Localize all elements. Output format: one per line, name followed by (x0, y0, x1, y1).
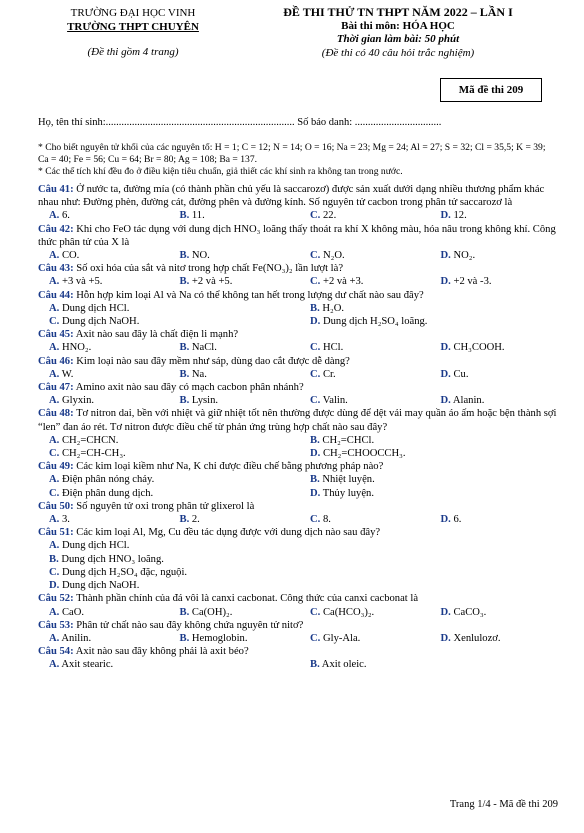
option-text: 2. (191, 514, 200, 526)
answer-option (430, 632, 561, 645)
answer-option (38, 553, 560, 566)
option-text: CH₂=CHCN. (61, 434, 119, 446)
option-text: CH₂=CHCl. (322, 434, 375, 446)
option-letter: D. (49, 580, 60, 592)
question-number: Câu 42: (38, 223, 74, 235)
question-number: Câu 50: (38, 500, 74, 512)
answer-option (38, 473, 299, 486)
question-stem (38, 289, 560, 302)
option-text: +2 và +5. (191, 276, 233, 288)
option-letter: B. (179, 368, 190, 380)
question-stem (38, 407, 560, 433)
pages-note: (Đề thi gồm 4 trang) (87, 46, 179, 58)
answer-option (38, 302, 299, 315)
question-stem (38, 526, 560, 539)
option-letter: D. (440, 632, 451, 644)
answer-option (299, 249, 430, 262)
answer-option (38, 658, 299, 671)
option-text: 22. (322, 210, 337, 222)
exam-header (238, 6, 558, 60)
question-text: Số oxi hóa của sắt và nitơ trong hợp chất Fe(NO₃)₂ lần lượt là? (76, 263, 344, 275)
question-text: Hỗn hợp kim loại Al và Na có thể không tan hết trong lượng dư chất nào sau đây? (76, 289, 424, 301)
option-text: NO₂. (453, 250, 476, 262)
question-stem (38, 328, 560, 341)
exam-title: ĐỀ THI THỬ TN THPT NĂM 2022 – LẦN I (283, 5, 513, 19)
option-text: +2 và +3. (322, 276, 364, 288)
question-block (38, 355, 560, 381)
option-text: Valin. (322, 395, 348, 407)
option-letter: A. (49, 474, 60, 486)
answer-options (38, 658, 560, 671)
option-letter: C. (310, 276, 321, 288)
answer-option (299, 447, 560, 460)
option-text: Anilin. (61, 632, 92, 644)
answer-options (38, 434, 560, 460)
option-text: 11. (191, 210, 205, 222)
option-letter: C. (49, 316, 60, 328)
question-block (38, 460, 560, 500)
answer-option (38, 341, 169, 354)
option-text: 8. (322, 514, 331, 526)
question-text: Khi cho FeO tác dụng với dung dịch HNO₃ loãng thấy thoát ra khí X không màu, hóa nâu trong không khí. Công thức phân tử của X là (38, 223, 556, 248)
option-text: Ca(HCO₃)₂. (322, 606, 375, 618)
questions-note: (Đề thi có 40 câu hỏi trắc nghiệm) (321, 46, 475, 59)
question-block (38, 407, 560, 460)
question-block (38, 500, 560, 526)
answer-option (169, 513, 300, 526)
option-letter: A. (49, 302, 60, 314)
question-text: Số nguyên tử oxi trong phân tử glixerol là (76, 500, 255, 512)
question-list (38, 183, 560, 672)
answer-option (169, 606, 300, 619)
answer-option (38, 487, 299, 500)
option-text: Dung dịch HNO₃ loãng. (61, 553, 164, 565)
answer-option (38, 315, 299, 328)
option-letter: C. (49, 487, 60, 499)
option-letter: B. (179, 632, 190, 644)
option-text: CaCO₃. (453, 606, 487, 618)
exam-duration: Thời gian làm bài: 50 phút (336, 33, 460, 45)
answer-option (430, 394, 561, 407)
option-text: 6. (61, 210, 70, 222)
question-text: Các kim loại Al, Mg, Cu đều tác dụng được với dung dịch nào sau đây? (76, 527, 381, 539)
answer-option (169, 209, 300, 222)
answer-options (38, 539, 560, 592)
question-text: Phân tử chất nào sau đây không chứa nguyên tử nitơ? (76, 619, 304, 631)
question-text: Ở nước ta, đường mía (có thành phần chủ yếu là saccarozơ) được sản xuất dưới dạng nhiều thương phẩm khác nhau như: Đường phèn, đường cát, đường phên và đường kính. Số nguyên tử cacbon trong phân tử saccarozơ là (38, 184, 545, 209)
option-letter: A. (49, 434, 60, 446)
answer-options (38, 209, 560, 222)
answer-option (430, 513, 561, 526)
option-text: 3. (61, 514, 70, 526)
answer-option (38, 368, 169, 381)
option-letter: D. (440, 514, 451, 526)
option-text: NaCl. (191, 342, 217, 354)
option-letter: D. (310, 316, 321, 328)
option-text: CO. (61, 250, 80, 262)
question-number: Câu 44: (38, 289, 74, 301)
answer-options (38, 394, 560, 407)
answer-option (430, 606, 561, 619)
answer-option (299, 315, 560, 328)
answer-option (299, 394, 430, 407)
option-letter: B. (179, 276, 190, 288)
option-letter: A. (49, 395, 60, 407)
option-letter: D. (310, 487, 321, 499)
option-letter: D. (440, 210, 451, 222)
answer-option (38, 249, 169, 262)
option-text: Ca(OH)₂. (191, 606, 233, 618)
option-letter: D. (440, 606, 451, 618)
answer-options (38, 302, 560, 328)
question-block (38, 592, 560, 618)
answer-option (38, 566, 560, 579)
option-letter: B. (179, 514, 190, 526)
option-letter: B. (310, 474, 320, 486)
option-letter: A. (49, 632, 60, 644)
question-text: Các kim loại kiềm như Na, K chỉ được điều chế bằng phương pháp nào? (76, 461, 384, 473)
question-stem (38, 460, 560, 473)
option-letter: A. (49, 250, 60, 262)
question-block (38, 619, 560, 645)
option-letter: A. (49, 540, 60, 552)
school-name: TRƯỜNG THPT CHUYÊN (67, 21, 199, 33)
question-stem (38, 500, 560, 513)
option-letter: D. (440, 342, 451, 354)
question-number: Câu 49: (38, 461, 74, 473)
exam-subject: Bài thi môn: HÓA HỌC (341, 19, 455, 32)
answer-option (430, 275, 561, 288)
option-text: 6. (453, 514, 462, 526)
university-name: TRƯỜNG ĐẠI HỌC VINH (70, 7, 196, 19)
page-footer: Trang 1/4 - Mã đề thi 209 (449, 799, 558, 810)
question-stem (38, 619, 560, 632)
option-letter: C. (310, 395, 321, 407)
question-stem (38, 262, 560, 275)
option-text: CH₃COOH. (453, 342, 505, 354)
answer-option (299, 434, 560, 447)
question-block (38, 526, 560, 592)
option-text: Axit oleic. (321, 659, 367, 671)
question-text: Axit nào sau đây không phải là axit béo? (75, 646, 249, 658)
option-text: CaO. (61, 606, 85, 618)
option-text: Cu. (453, 368, 469, 380)
answer-option (430, 341, 561, 354)
answer-option (430, 368, 561, 381)
answer-option (299, 487, 560, 500)
atomic-mass-note: * Cho biết nguyên tử khối của các nguyên tố: H = 1; C = 12; N = 14; O = 16; Na = 23; Mg = 24; Al = 27; S = 32; Cl = 35,5; K = 39; Ca = 40; Fe = 56; Cu = 64; Br = 80; Ag = 108; Ba = 137. (38, 142, 546, 165)
question-number: Câu 54: (38, 646, 74, 658)
answer-options (38, 341, 560, 354)
option-letter: B. (179, 342, 190, 354)
answer-options (38, 513, 560, 526)
option-letter: D. (310, 448, 321, 460)
question-number: Câu 48: (38, 408, 74, 420)
option-text: W. (61, 368, 74, 380)
option-letter: B. (49, 553, 59, 565)
question-number: Câu 47: (38, 382, 74, 394)
answer-option (38, 606, 169, 619)
question-block (38, 183, 560, 223)
question-stem (38, 592, 560, 605)
question-block (38, 262, 560, 288)
option-letter: C. (310, 632, 321, 644)
option-letter: D. (440, 395, 451, 407)
answer-option (169, 394, 300, 407)
answer-option (299, 513, 430, 526)
question-number: Câu 41: (38, 184, 74, 195)
option-letter: B. (310, 659, 320, 671)
option-letter: C. (310, 250, 321, 262)
exam-code-box: Mã đề thi 209 (440, 78, 542, 102)
answer-option (38, 513, 169, 526)
question-text: Tơ nitron dai, bền với nhiệt và giữ nhiệt tốt nên thường được dùng để dệt vải may quần áo ấm hoặc bện thành sợi “len” đan áo rét. Tơ nitron được điều chế từ phản ứng trùng hợp chất nào sau đây? (38, 408, 557, 433)
answer-option (299, 368, 430, 381)
option-text: Xenlulozơ. (453, 632, 501, 644)
option-letter: B. (179, 606, 190, 618)
option-text: Hemoglobin. (191, 632, 248, 644)
option-text: Lysin. (191, 395, 219, 407)
answer-options (38, 473, 560, 499)
option-text: +3 và +5. (61, 276, 103, 288)
answer-options (38, 606, 560, 619)
answer-option (38, 275, 169, 288)
option-text: CH₂=CHOOCCH₃. (322, 448, 406, 460)
question-text: Amino axit nào sau đây có mạch cacbon phân nhánh? (75, 382, 304, 394)
option-text: HNO₂. (61, 342, 92, 354)
option-letter: A. (49, 276, 60, 288)
answer-option (299, 658, 560, 671)
option-text: NO. (191, 250, 210, 262)
question-number: Câu 46: (38, 355, 74, 367)
answer-option (299, 275, 430, 288)
option-text: Gly-Ala. (322, 632, 361, 644)
question-stem (38, 223, 560, 249)
option-text: Alanin. (452, 395, 485, 407)
exam-notes (38, 142, 558, 178)
option-letter: D. (440, 250, 451, 262)
answer-options (38, 249, 560, 262)
option-text: +2 và -3. (453, 276, 492, 288)
answer-option (38, 579, 560, 592)
option-letter: C. (310, 368, 321, 380)
answer-option (299, 632, 430, 645)
answer-options (38, 368, 560, 381)
option-text: Dung dịch NaOH. (61, 580, 140, 592)
option-letter: D. (440, 368, 451, 380)
option-text: Điện phân dung dịch. (61, 487, 154, 499)
option-text: H₂O. (322, 302, 345, 314)
answer-option (38, 209, 169, 222)
option-text: Dung dịch HCl. (61, 302, 130, 314)
answer-option (38, 447, 299, 460)
question-block (38, 381, 560, 407)
option-text: Dung dịch HCl. (61, 540, 130, 552)
option-letter: A. (49, 210, 60, 222)
answer-option (38, 434, 299, 447)
answer-options (38, 275, 560, 288)
answer-option (169, 632, 300, 645)
option-text: Na. (191, 368, 207, 380)
option-text: Dung dịch H₂SO₄ loãng. (322, 316, 428, 328)
option-text: Glyxin. (61, 395, 95, 407)
answer-option (169, 368, 300, 381)
option-letter: A. (49, 368, 60, 380)
option-letter: C. (310, 606, 321, 618)
option-text: N₂O. (322, 250, 345, 262)
option-text: Cr. (322, 368, 336, 380)
answer-option (299, 302, 560, 315)
answer-option (169, 249, 300, 262)
option-letter: A. (49, 659, 60, 671)
option-letter: B. (310, 302, 320, 314)
option-letter: A. (49, 342, 60, 354)
option-text: Nhiệt luyện. (322, 474, 375, 486)
option-letter: C. (310, 342, 321, 354)
answer-options (38, 632, 560, 645)
question-text: Axit nào sau đây là chất điện li mạnh? (75, 329, 239, 341)
answer-option (299, 606, 430, 619)
option-text: Thủy luyện. (322, 487, 374, 499)
question-stem (38, 355, 560, 368)
question-stem (38, 183, 560, 209)
answer-option (169, 341, 300, 354)
answer-option (38, 394, 169, 407)
question-block (38, 645, 560, 671)
option-letter: C. (49, 448, 60, 460)
option-letter: D. (440, 276, 451, 288)
answer-option (299, 341, 430, 354)
option-text: HCl. (322, 342, 344, 354)
question-number: Câu 52: (38, 593, 74, 605)
option-text: Dung dịch NaOH. (61, 316, 140, 328)
question-number: Câu 53: (38, 619, 74, 631)
gas-volume-note: * Các thể tích khí đều đo ở điều kiện tiêu chuẩn, giả thiết các khí sinh ra không tan trong nước. (38, 166, 403, 177)
question-stem (38, 645, 560, 658)
answer-option (299, 473, 560, 486)
answer-option (38, 632, 169, 645)
question-text: Thành phần chính của đá vôi là canxi cacbonat. Công thức của canxi cacbonat là (76, 593, 419, 605)
student-info-line: Họ, tên thí sinh:........................................................................ Số báo danh: ................................. (38, 117, 442, 128)
option-letter: A. (49, 514, 60, 526)
school-header (28, 6, 238, 59)
option-text: Dung dịch H₂SO₄ đặc, nguội. (61, 566, 188, 578)
option-letter: A. (49, 606, 60, 618)
question-number: Câu 51: (38, 527, 74, 539)
option-letter: C. (310, 210, 321, 222)
option-letter: B. (179, 210, 190, 222)
question-number: Câu 45: (38, 329, 74, 341)
option-text: 12. (453, 210, 467, 222)
answer-option (430, 249, 561, 262)
question-text: Kim loại nào sau đây mềm như sáp, dùng dao cắt được dễ dàng? (76, 355, 350, 367)
option-letter: B. (179, 250, 190, 262)
question-block (38, 328, 560, 354)
answer-option (169, 275, 300, 288)
answer-option (299, 209, 430, 222)
option-text: CH₂=CH-CH₃. (61, 448, 126, 460)
option-letter: B. (179, 395, 190, 407)
option-letter: B. (310, 434, 320, 446)
answer-option (430, 209, 561, 222)
answer-option (38, 539, 560, 552)
question-stem (38, 381, 560, 394)
option-letter: C. (310, 514, 321, 526)
question-block (38, 289, 560, 329)
question-number: Câu 43: (38, 263, 74, 275)
option-text: Điện phân nóng chảy. (61, 474, 155, 486)
option-text: Axit stearic. (61, 659, 114, 671)
option-letter: C. (49, 566, 60, 578)
question-block (38, 223, 560, 263)
